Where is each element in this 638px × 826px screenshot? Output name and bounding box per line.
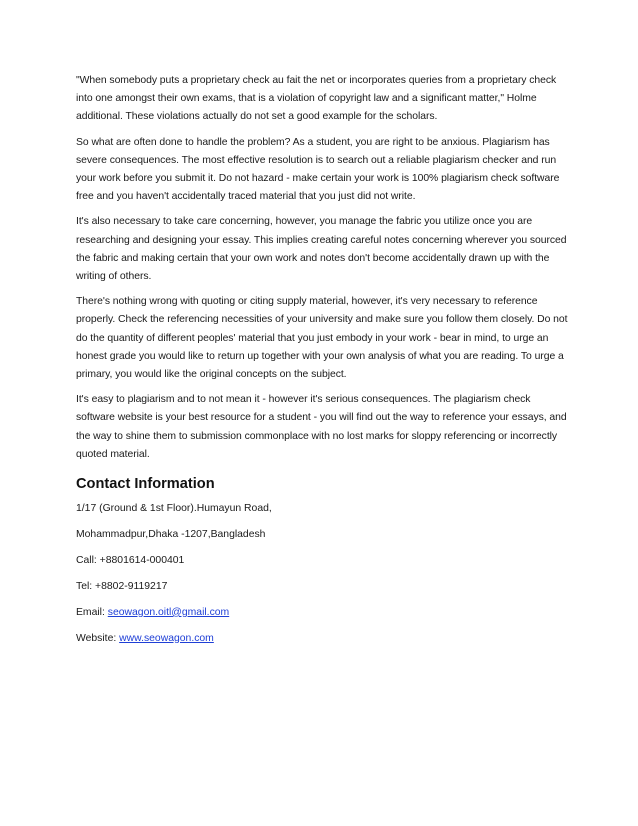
address-line-1: 1/17 (Ground & 1st Floor).Humayun Road, (76, 503, 272, 515)
email-label: Email: (76, 606, 108, 618)
website-label: Website: (76, 632, 120, 644)
contact-heading: Contact Information (76, 476, 215, 493)
tel-number: Tel: +8802-9119217 (76, 580, 168, 592)
email-row (76, 604, 572, 622)
email-link[interactable]: seowagon.oitl@gmail.com (107, 606, 230, 618)
paragraph-consequences: It's easy to plagiarism and to not mean it - however it's serious consequences. The plagiarism check software website is your best resource for a student - you will find out the way to reference your essays, and the way to shine them to submission commonplace with no lost marks for sloppy referencing or incorrectly quoted material. (76, 394, 567, 460)
document-page (76, 72, 572, 655)
paragraph-manage-material: It's also necessary to take care concerning, however, you manage the fabric you utilize once you are researching and designing your essay. This implies creating careful notes concerning wherever you sourced the fabric and making certain that your own work and notes don't become accidentally drawn up with the writing of others. (76, 216, 567, 283)
call-number: Call: +8801614-000401 (76, 554, 185, 566)
paragraph-copyright-violation: "When somebody puts a proprietary check au fait the net or incorporates queries from a proprietary check into one amongst their own exams, that is a violation of copyright law and a significant matter," Holme additional. These violations actually do not set a good example for the scholars. (76, 75, 557, 123)
website-row (76, 630, 572, 648)
website-link[interactable]: www.seowagon.com (119, 632, 214, 644)
address-line-2: Mohammadpur,Dhaka -1207,Bangladesh (76, 528, 266, 540)
paragraph-referencing: There's nothing wrong with quoting or citing supply material, however, it's very necessary to reference properly. Check the referencing necessities of your university and make sure you follow them closely. Do not do the quantity of different peoples' material that you just embody in your work - bear in mind, to urge an honest grade you would like to return up together with your own analysis of what you are reading. To urge a primary, you would like the original concepts on the subject. (76, 296, 568, 381)
paragraph-handle-problem: So what are often done to handle the problem? As a student, you are right to be anxious. Plagiarism has severe consequences. The most effective resolution is to search out a reliable plagiarism checker and run your work before you submit it. Do not hazard - make certain your work is 100% plagiarism check software free and you haven't accidentally traced material that you just did not write. (76, 136, 560, 203)
